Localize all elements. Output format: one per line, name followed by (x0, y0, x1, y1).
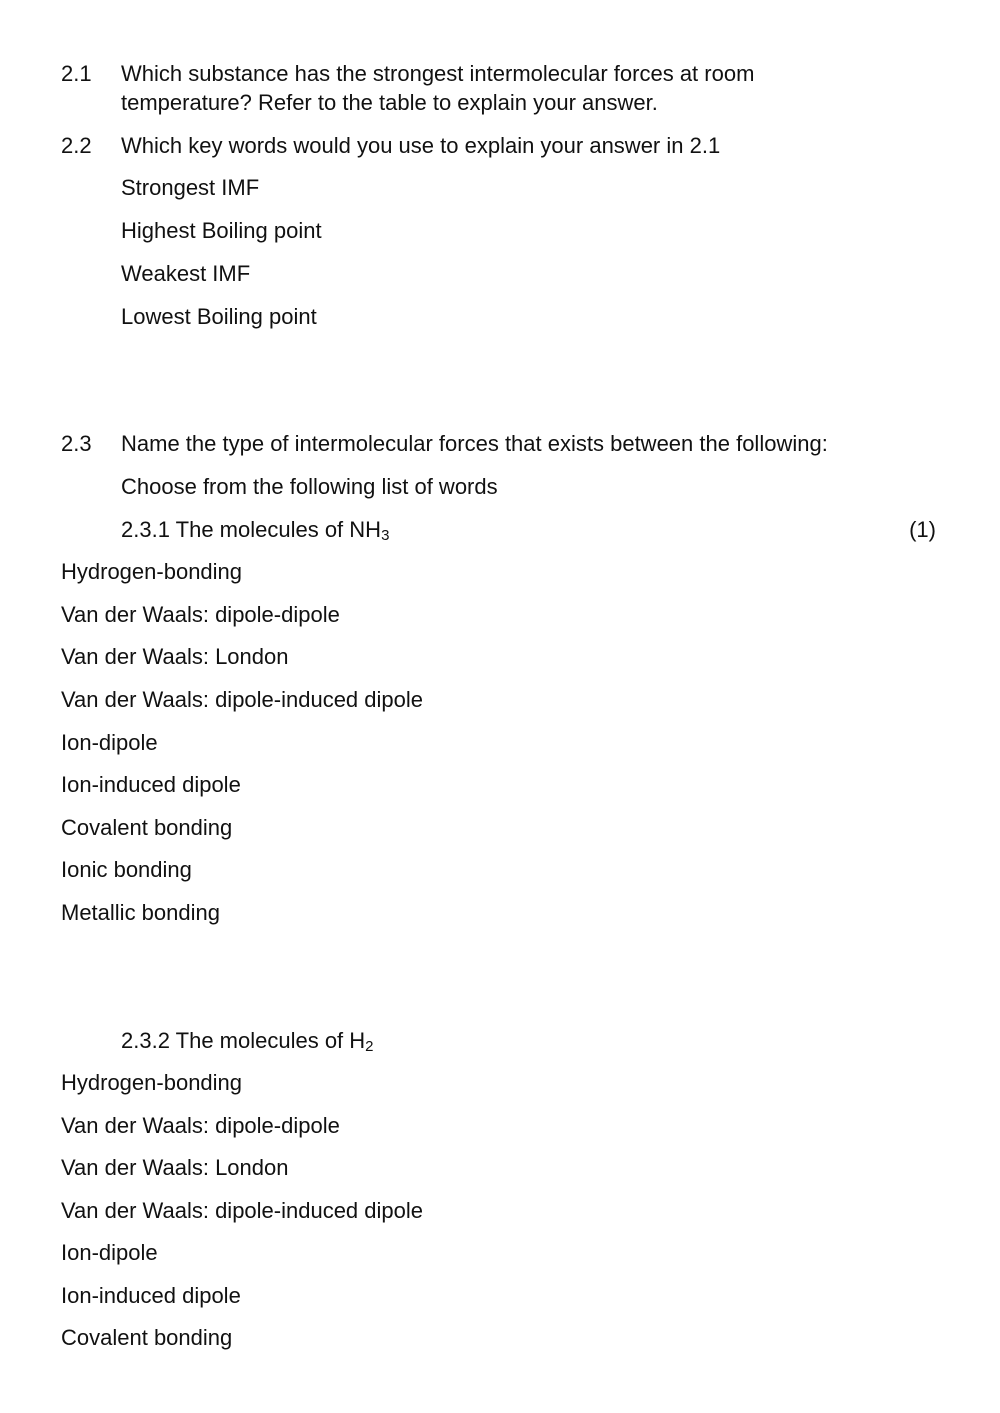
sub1-option-covalent-bonding[interactable]: Covalent bonding (61, 815, 233, 840)
sub2-option-vdw-dipole-dipole[interactable]: Van der Waals: dipole-dipole (61, 1113, 340, 1138)
question-2-3-number: 2.3 (61, 431, 92, 456)
sub1-option-ion-dipole[interactable]: Ion-dipole (61, 730, 158, 755)
question-2-3-instruction: Choose from the following list of words (121, 474, 498, 499)
sub2-option-vdw-dipole-induced-dipole[interactable]: Van der Waals: dipole-induced dipole (61, 1198, 424, 1223)
question-2-2-text: Which key words would you use to explain your answer in 2.1 (121, 133, 721, 158)
marks-label: (1) (909, 517, 936, 542)
sub2-option-ion-induced-dipole[interactable]: Ion-induced dipole (61, 1283, 241, 1308)
sub1-option-ion-induced-dipole[interactable]: Ion-induced dipole (61, 772, 241, 797)
sub2-option-ion-dipole[interactable]: Ion-dipole (61, 1240, 158, 1265)
option-weakest-imf[interactable]: Weakest IMF (121, 261, 251, 286)
sub2-option-hydrogen-bonding[interactable]: Hydrogen-bonding (61, 1070, 243, 1095)
question-2-1-text-line2: temperature? Refer to the table to explain your answer. (121, 90, 658, 115)
sub1-option-hydrogen-bonding[interactable]: Hydrogen-bonding (61, 559, 243, 584)
sub1-option-vdw-london[interactable]: Van der Waals: London (61, 644, 289, 669)
subquestion-2-3-2 (121, 1028, 374, 1054)
question-2-3-text: Name the type of intermolecular forces that exists between the following: (121, 431, 828, 456)
option-strongest-imf[interactable]: Strongest IMF (121, 175, 260, 200)
subscript-2: 2 (365, 1038, 374, 1055)
sub2-option-covalent-bonding[interactable]: Covalent bonding (61, 1325, 233, 1350)
sub1-option-vdw-dipole-dipole[interactable]: Van der Waals: dipole-dipole (61, 602, 340, 627)
option-highest-boiling-point[interactable]: Highest Boiling point (121, 218, 322, 243)
subquestion-2-3-1 (121, 517, 389, 543)
subquestion-2-3-1-text: 2.3.1 The molecules of NH (121, 517, 382, 542)
option-lowest-boiling-point[interactable]: Lowest Boiling point (121, 304, 317, 329)
subquestion-2-3-2-text: 2.3.2 The molecules of H (121, 1028, 366, 1053)
sub1-option-ionic-bonding[interactable]: Ionic bonding (61, 857, 192, 882)
sub1-option-metallic-bonding[interactable]: Metallic bonding (61, 900, 220, 925)
subscript-3: 3 (381, 527, 390, 544)
sub2-option-vdw-london[interactable]: Van der Waals: London (61, 1155, 289, 1180)
sub1-option-vdw-dipole-induced-dipole[interactable]: Van der Waals: dipole-induced dipole (61, 687, 424, 712)
question-2-1-text-line1: Which substance has the strongest intermolecular forces at room (121, 61, 755, 86)
question-number: 2.1 (61, 61, 92, 86)
question-2-2-number: 2.2 (61, 133, 92, 158)
